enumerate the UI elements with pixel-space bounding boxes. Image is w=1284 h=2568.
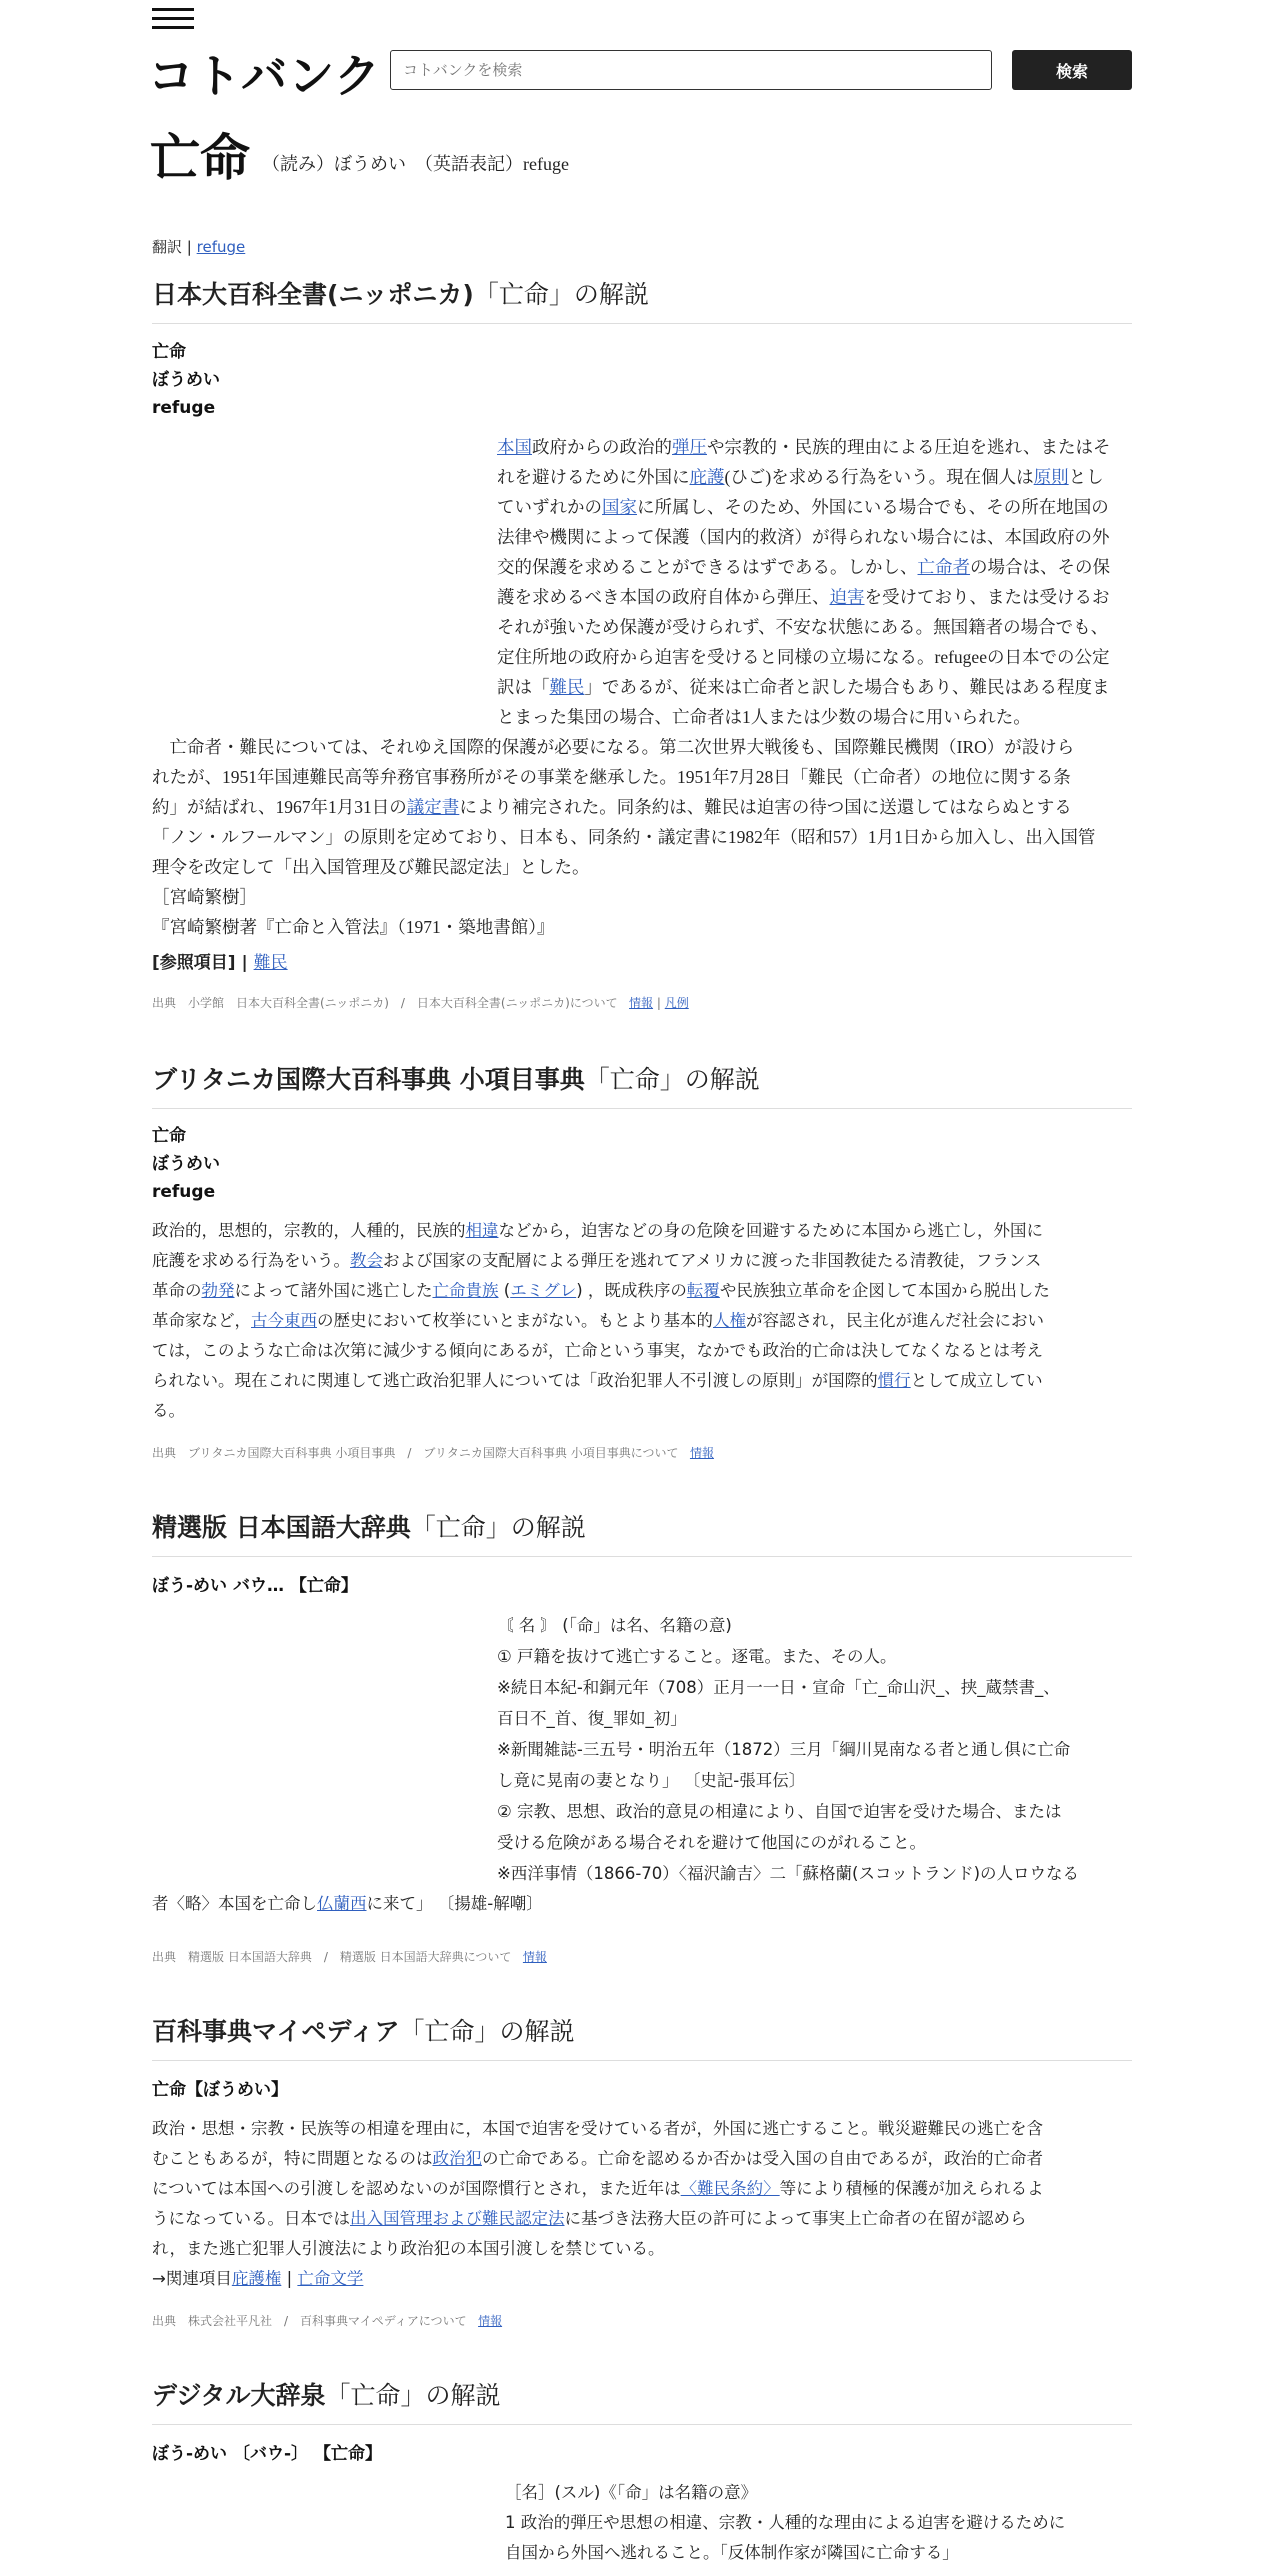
britannica-headword-block (152, 1122, 220, 1206)
term-link[interactable]: 慣行 (877, 1371, 911, 1390)
term-link[interactable]: 〈難民条約〉 (680, 2179, 780, 2198)
definition-line (497, 1827, 1137, 1858)
separator: | (241, 953, 248, 973)
term-link[interactable]: 相違 (465, 1221, 499, 1240)
text-segment: ) ，既成秩序の (576, 1281, 687, 1300)
text-segment: る。 (152, 1401, 185, 1420)
text-segment: とし (1068, 467, 1104, 487)
section-source-name: 精選版 日本国語大辞典 (152, 1513, 411, 1542)
paragraph-line (152, 1246, 1128, 1276)
paragraph-line (497, 492, 1137, 522)
paragraph-line (152, 1336, 1128, 1366)
term-link[interactable]: 勃発 (201, 1281, 235, 1300)
definition-line (497, 1765, 1137, 1796)
paragraph-line (497, 702, 1137, 732)
source-text: 出典 株式会社平凡社 / 百科事典マイペディアについて (152, 2314, 467, 2328)
paragraph-line (152, 2114, 1128, 2144)
definition-line (497, 1703, 1137, 1734)
text-segment: などから，迫害などの身の危険を回避するために本国から逃亡し，外国に (498, 1221, 1043, 1240)
text-segment: 法律や機関によって保護（国内的救済）が得られない場合には、本国政府の外 (497, 527, 1110, 547)
paragraph-line (497, 582, 1137, 612)
text-segment: として成立してい (910, 1371, 1043, 1390)
term-link[interactable]: 政治犯 (432, 2149, 482, 2168)
text-segment: により補完された。同条約は、難民は迫害の待つ国に送還してはならぬとする (459, 797, 1072, 817)
text-segment: ていずれかの (497, 497, 602, 517)
text-segment: については本国への引渡しを認めないのが国際慣行とされ，また近年は (152, 2179, 681, 2198)
term-link[interactable]: 亡命貴族 (432, 1281, 499, 1300)
text-segment: の歴史において枚挙にいとまがない。もとより基本的 (317, 1311, 713, 1330)
paragraph-line (152, 732, 1142, 762)
section-title-suffix: 「亡命」の解説 (473, 280, 649, 309)
translation-row (152, 236, 245, 257)
text-segment: ① 戸籍を抜けて逃亡すること。逐電。また、その人。 (497, 1647, 897, 1666)
text-segment: 自国から外国へ逃れること。「反体制作家が隣国に亡命する」 (505, 2543, 959, 2562)
term-link[interactable]: 仏蘭西 (317, 1894, 367, 1913)
text-segment: 」であるが、従来は亡命者と訳した場合もあり、難民はある程度ま (584, 677, 1110, 697)
section-title-daijisen (152, 2376, 1132, 2425)
paragraph-line (152, 2264, 1128, 2294)
source-line-nipponica (152, 994, 689, 1011)
text-segment: や宗教的・民族的理由による圧迫を逃れ、またはそ (707, 437, 1111, 457)
search-button[interactable]: 検索 (1012, 50, 1132, 90)
text-segment: →関連項目 (152, 2269, 232, 2288)
text-segment: 百日不_首、復_罪如_初」 (497, 1709, 687, 1728)
text-segment: の亡命である。亡命を認めるか否かは受入国の自由であるが，政治的亡命者 (482, 2149, 1043, 2168)
text-segment: ※西洋事情（1866-70）〈福沢諭吉〉二「蘇格蘭(スコットランド)の人ロウなる (497, 1864, 1080, 1883)
text-segment: の場合は、その保 (970, 557, 1111, 577)
entry-reading: （読み）ぼうめい （英語表記）refuge (262, 154, 569, 174)
text-segment: 者〈略〉本国を亡命し (152, 1894, 317, 1913)
reference-items (152, 948, 288, 973)
text-segment: られない。現在これに関連して逃亡政治犯罪人については「政治犯罪人不引渡しの原則」が国際的 (152, 1371, 878, 1390)
text-segment: 政治・思想・宗教・民族等の相違を理由に，本国で迫害を受けている者が，外国に逃亡すること。戦災避難民の逃亡を含 (152, 2119, 1043, 2138)
headword-english: refuge (152, 1182, 216, 1202)
source-line-seisenban (152, 1948, 547, 1965)
source-info-link[interactable]: 情報 (522, 1950, 547, 1964)
section-source-name: ブリタニカ国際大百科事典 小項目事典 (152, 1065, 585, 1094)
source-text: 出典 ブリタニカ国際大百科事典 小項目事典 / ブリタニカ国際大百科事典 小項目事典について (152, 1446, 679, 1460)
term-link[interactable]: 亡命者 (917, 557, 971, 577)
text-segment: に来て」 〔揚雄-解嘲〕 (366, 1894, 543, 1913)
text-segment: それが強いため保護が受けられず、不安な状態にある。無国籍者の場合でも、 (497, 617, 1109, 637)
text-segment: (ひご)を求める行為をいう。現在個人は (724, 467, 1034, 487)
paragraph-line (152, 852, 1142, 882)
source-info-link[interactable]: 情報 (478, 2314, 503, 2328)
term-link[interactable]: 教会 (350, 1251, 383, 1270)
text-segment: 交的保護を求めることができるはずである。しかし、 (497, 557, 918, 577)
text-segment: によって諸外国に逃亡した (234, 1281, 433, 1300)
reference-link-nanmin[interactable]: 難民 (253, 953, 288, 973)
term-link[interactable]: 議定書 (406, 797, 460, 817)
section-title-suffix: 「亡命」の解説 (410, 1513, 586, 1542)
term-link[interactable]: 迫害 (829, 587, 865, 607)
text-segment: 等により積極的保護が加えられるよ (779, 2179, 1044, 2198)
paragraph-line (152, 2174, 1128, 2204)
text-segment: 「ノン・ルフールマン」の原則を定めており、日本も、同条約・議定書に1982年（昭和57）1月1日から加入し、出入国管 (152, 827, 1096, 847)
text-segment: れたが、1951年国連難民高等弁務官事務所がその事業を継承した。1951年7月28日「難民（亡命者）の地位に関する条 (152, 767, 1071, 787)
term-link[interactable]: 出入国管理および難民認定法 (350, 2209, 565, 2228)
text-segment: 政府からの政治的 (532, 437, 672, 457)
paragraph-line (152, 1216, 1128, 1246)
term-link[interactable]: 難民 (549, 677, 585, 697)
headword-reading: ぼうめい (152, 1154, 220, 1174)
headword-english: refuge (152, 398, 216, 418)
paragraph-line (152, 762, 1142, 792)
text-segment: 護を求めるべき本国の政府自体から弾圧、 (497, 587, 830, 607)
mypedia-body (152, 2114, 1128, 2294)
text-segment: うになっている。日本では (152, 2209, 350, 2228)
author: ［宮崎繁樹］ (152, 887, 257, 907)
section-title-seisenban (152, 1508, 1132, 1557)
nipponica-headword-block (152, 338, 220, 422)
text-segment: 1 政治的弾圧や思想の相違、宗教・人種的な理由による迫害を避けるために (505, 2513, 1066, 2532)
source-info-link[interactable]: 情報 (689, 1446, 714, 1460)
text-segment: 約」が結ばれ、1967年1月31日の (152, 797, 407, 817)
section-source-name: デジタル大辞泉 (152, 2381, 326, 2410)
definition-line (505, 2508, 1135, 2538)
headword: 亡命 (152, 342, 186, 362)
text-segment: に所属し、そのため、外国にいる場合でも、その所在地国の (637, 497, 1109, 517)
text-segment: 亡命者・難民については、それゆえ国際的保護が必要になる。第二次世界大戦後も、国際難民機関（IRO）が設けら (152, 737, 1075, 757)
text-segment: に基づき法務大臣の許可によって事実上亡命者の在留が認めら (564, 2209, 1027, 2228)
site-logo[interactable]: コトバンク (148, 49, 382, 103)
section-title-nipponica (152, 275, 1132, 324)
text-segment: 庇護を求める行為をいう。 (152, 1251, 350, 1270)
translation-link[interactable]: refuge (196, 238, 246, 256)
paragraph-line (152, 1366, 1128, 1396)
text-segment: ( (498, 1281, 511, 1300)
section-title-suffix: 「亡命」の解説 (584, 1065, 760, 1094)
text-segment: 訳は「 (497, 677, 550, 697)
term-link[interactable]: 本国 (497, 437, 532, 457)
text-segment: 政治的，思想的，宗教的，人種的，民族的 (152, 1221, 466, 1240)
paragraph-line (497, 552, 1137, 582)
nipponica-paragraph-2 (152, 732, 1142, 882)
text-segment: 定住所地の政府から迫害を受けると同様の立場になる。refugeeの日本での公定 (497, 647, 1110, 667)
term-link[interactable]: 亡命文学 (297, 2269, 364, 2288)
definition-line (497, 1796, 1137, 1827)
text-segment: れ，また逃亡犯罪人引渡法により政治犯の本国引渡しを禁じている。 (152, 2239, 665, 2258)
term-link[interactable]: 転覆 (686, 1281, 720, 1300)
paragraph-line (152, 1306, 1128, 1336)
text-segment: し竟に晃南の妻となり」 〔史記-張耳伝〕 (497, 1771, 806, 1790)
paragraph-line (152, 792, 1142, 822)
headword: 亡命 (152, 1126, 186, 1146)
definition-line (152, 1889, 1128, 1919)
text-segment: ては，このような亡命は次第に減少する傾向にあるが，亡命という事実，なかでも政治的亡命は決してなくなるとは考え (152, 1341, 1043, 1360)
page-title: 亡命 (150, 128, 250, 187)
section-source-name: 百科事典マイペディア (152, 2017, 400, 2046)
term-link[interactable]: 原則 (1033, 467, 1069, 487)
text-segment: 革命家など， (152, 1311, 251, 1330)
text-segment: ※新聞雑誌-三五号・明治五年（1872）三月「綱川晃南なる者と通し俱に亡命 (497, 1740, 1071, 1759)
source-legend-link[interactable]: 凡例 (664, 996, 689, 1010)
daijisen-headword: ぼう-めい 〔バウ-〕 【亡命】 (152, 2444, 382, 2464)
definition-line (497, 1641, 1137, 1672)
seisenban-headword: ぼう-めい バウ… 【亡命】 (152, 1576, 358, 1596)
term-link[interactable]: 庇護権 (231, 2269, 282, 2288)
nipponica-paragraph-1 (497, 432, 1137, 732)
seisenban-last-line (152, 1889, 1128, 1919)
text-segment: が容認され，民主化が進んだ社会におい (746, 1311, 1044, 1330)
term-link[interactable]: 人権 (713, 1311, 746, 1330)
britannica-body (152, 1216, 1128, 1426)
definition-line (505, 2538, 1135, 2568)
definition-line (497, 1734, 1137, 1765)
term-link[interactable]: 国家 (602, 497, 637, 517)
paragraph-line (497, 522, 1137, 552)
paragraph-line (152, 2144, 1128, 2174)
separator: | (656, 996, 661, 1010)
text-segment: ［名］(スル)《「命」は名籍の意》 (505, 2483, 758, 2502)
text-segment: | (281, 2269, 298, 2288)
paragraph-line (497, 672, 1137, 702)
search-input[interactable] (390, 50, 992, 90)
term-link[interactable]: 弾圧 (672, 437, 707, 457)
reference-label: [参照項目] (152, 953, 236, 973)
section-title-mypedia (152, 2012, 1132, 2061)
term-link[interactable]: 庇護 (689, 467, 725, 487)
section-title-suffix: 「亡命」の解説 (399, 2017, 575, 2046)
text-segment: 理令を改定して「出入国管理及び難民認定法」とした。 (152, 857, 590, 877)
definition-line (497, 1858, 1137, 1889)
source-text: 出典 小学館 日本大百科全書(ニッポニカ) / 日本大百科全書(ニッポニカ)について (152, 996, 618, 1010)
mypedia-headword: 亡命【ぼうめい】 (152, 2080, 288, 2100)
text-segment: むこともあるが，特に問題となるのは (152, 2149, 433, 2168)
definition-line (497, 1672, 1137, 1703)
text-segment: とまった集団の場合、亡命者は1人または少数の場合に用いられた。 (497, 707, 1031, 727)
text-segment: れを避けるために外国に (497, 467, 690, 487)
paragraph-line (152, 1276, 1128, 1306)
section-source-name: 日本大百科全書(ニッポニカ) (152, 280, 474, 309)
text-segment: や民族独立革命を企図して本国から脱出した (719, 1281, 1050, 1300)
daijisen-body (505, 2478, 1135, 2568)
section-title-britannica (152, 1060, 1132, 1109)
section-title-suffix: 「亡命」の解説 (325, 2381, 501, 2410)
paragraph-line (497, 462, 1137, 492)
source-text: 出典 精選版 日本国語大辞典 / 精選版 日本国語大辞典について (152, 1950, 512, 1964)
term-link[interactable]: エミグレ (510, 1281, 577, 1300)
text-segment: を受けており、または受けるお (864, 587, 1110, 607)
text-segment: ※続日本紀-和銅元年（708）正月一一日・宣命「亡_命山沢_、挟_蔵禁書_、 (497, 1678, 1060, 1697)
text-segment: および国家の支配層による弾圧を逃れてアメリカに渡った非国教徒たる清教徒，フランス (383, 1251, 1042, 1270)
definition-line (505, 2478, 1135, 2508)
source-line-britannica (152, 1444, 714, 1461)
paragraph-line (497, 642, 1137, 672)
source-line-mypedia (152, 2312, 502, 2329)
paragraph-line (152, 2234, 1128, 2264)
definition-line (497, 1610, 1137, 1641)
paragraph-line (152, 822, 1142, 852)
separator: | (186, 238, 192, 256)
paragraph-line (152, 2204, 1128, 2234)
seisenban-body (497, 1610, 1137, 1889)
bibliography: 『宮崎繁樹著『亡命と入管法』（1971・築地書館）』 (152, 917, 555, 937)
term-link[interactable]: 古今東西 (251, 1311, 317, 1330)
text-segment: 受ける危険がある場合それを避けて他国にのがれること。 (497, 1833, 926, 1852)
menu-icon[interactable] (152, 8, 194, 34)
headword-reading: ぼうめい (152, 370, 220, 390)
paragraph-line (497, 432, 1137, 462)
paragraph-line (497, 612, 1137, 642)
translation-label: 翻訳 (152, 238, 183, 256)
text-segment: 〘 名 〙 (「命」は名、名籍の意) (497, 1616, 732, 1635)
text-segment: ② 宗教、思想、政治的意見の相違により、自国で迫害を受けた場合、または (497, 1802, 1062, 1821)
source-info-link[interactable]: 情報 (629, 996, 654, 1010)
text-segment: 革命の (152, 1281, 202, 1300)
paragraph-line (152, 1396, 1128, 1426)
